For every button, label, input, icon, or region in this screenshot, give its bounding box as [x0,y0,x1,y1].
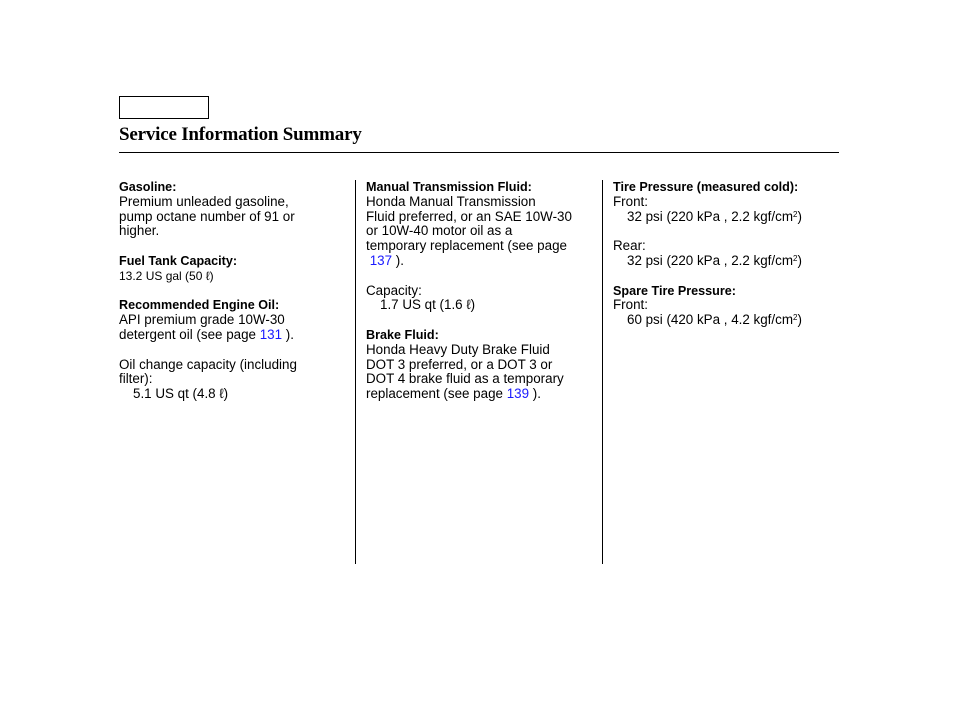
mtf-text [366,254,598,269]
page-title: Service Information Summary [119,124,362,145]
engine-oil-label: Recommended Engine Oil: [119,298,280,313]
mtf-text: temporary replacement (see page [366,238,567,254]
engine-oil-text-post: ). [282,326,294,342]
mtf-label: Manual Transmission Fluid: [366,180,532,194]
engine-oil-text [119,328,347,343]
column-divider-1 [355,180,356,564]
front-pressure-text: 32 psi (220 kPa , 2.2 kgf/cm [627,208,793,224]
brake-fluid-text: Honda Heavy Duty Brake Fluid [366,341,550,357]
gasoline-text: higher. [119,223,160,239]
column-divider-2 [602,180,603,564]
rear-label: Rear: [613,238,646,254]
mtf-capacity-value: 1.7 US qt (1.6 ℓ) [380,297,476,313]
superscript: 2 [792,313,798,323]
rear-pressure-value [613,254,841,269]
mtf-text-post: ). [392,252,404,268]
page-link-139[interactable]: 139 [506,386,530,402]
fuel-tank-label: Fuel Tank Capacity: [119,253,238,268]
engine-oil-text-pre: detergent oil (see page [119,326,260,342]
column-fluids [366,180,598,402]
mtf-text: Honda Manual Transmission [366,193,536,209]
mtf-text: Fluid preferred, or an SAE 10W-30 [366,208,572,224]
brake-fluid-text: DOT 3 preferred, or a DOT 3 or [366,356,553,372]
gasoline-label: Gasoline: [119,180,177,194]
nav-button[interactable] [119,96,209,119]
gasoline-text: pump octane number of 91 or [119,208,295,224]
spare-front-label: Front: [613,297,648,313]
superscript: 2 [792,253,798,263]
mtf-capacity-label: Capacity: [366,282,422,298]
close-paren: ) [797,312,802,328]
brake-fluid-text-post: ). [529,386,541,402]
mtf-text: or 10W-40 motor oil as a [366,223,513,239]
spare-pressure-text: 60 psi (420 kPa , 4.2 kgf/cm [627,312,793,328]
brake-fluid-text [366,387,598,402]
rear-pressure-text: 32 psi (220 kPa , 2.2 kgf/cm [627,252,793,268]
engine-oil-text: API premium grade 10W-30 [119,312,285,328]
close-paren: ) [797,208,802,224]
oil-capacity-text: filter): [119,371,153,387]
front-pressure-value [613,210,841,225]
fuel-tank-value: 13.2 US gal (50 ℓ) [119,268,214,283]
oil-capacity-text: Oil change capacity (including [119,356,297,372]
title-divider [119,152,839,153]
page-link-137[interactable]: 137 [369,252,393,268]
tire-pressure-label: Tire Pressure (measured cold): [613,180,799,194]
brake-fluid-text-pre: replacement (see page [366,386,507,402]
spare-pressure-value [613,313,841,328]
page-link-131[interactable]: 131 [259,326,283,342]
gasoline-text: Premium unleaded gasoline, [119,193,289,209]
brake-fluid-text: DOT 4 brake fluid as a temporary [366,371,564,387]
spare-tire-label: Spare Tire Pressure: [613,283,736,298]
front-label: Front: [613,193,648,209]
superscript: 2 [792,209,798,219]
close-paren: ) [797,252,802,268]
oil-capacity-value: 5.1 US qt (4.8 ℓ) [133,386,229,402]
column-tires [613,180,841,328]
brake-fluid-label: Brake Fluid: [366,327,439,342]
column-engine [119,180,347,402]
